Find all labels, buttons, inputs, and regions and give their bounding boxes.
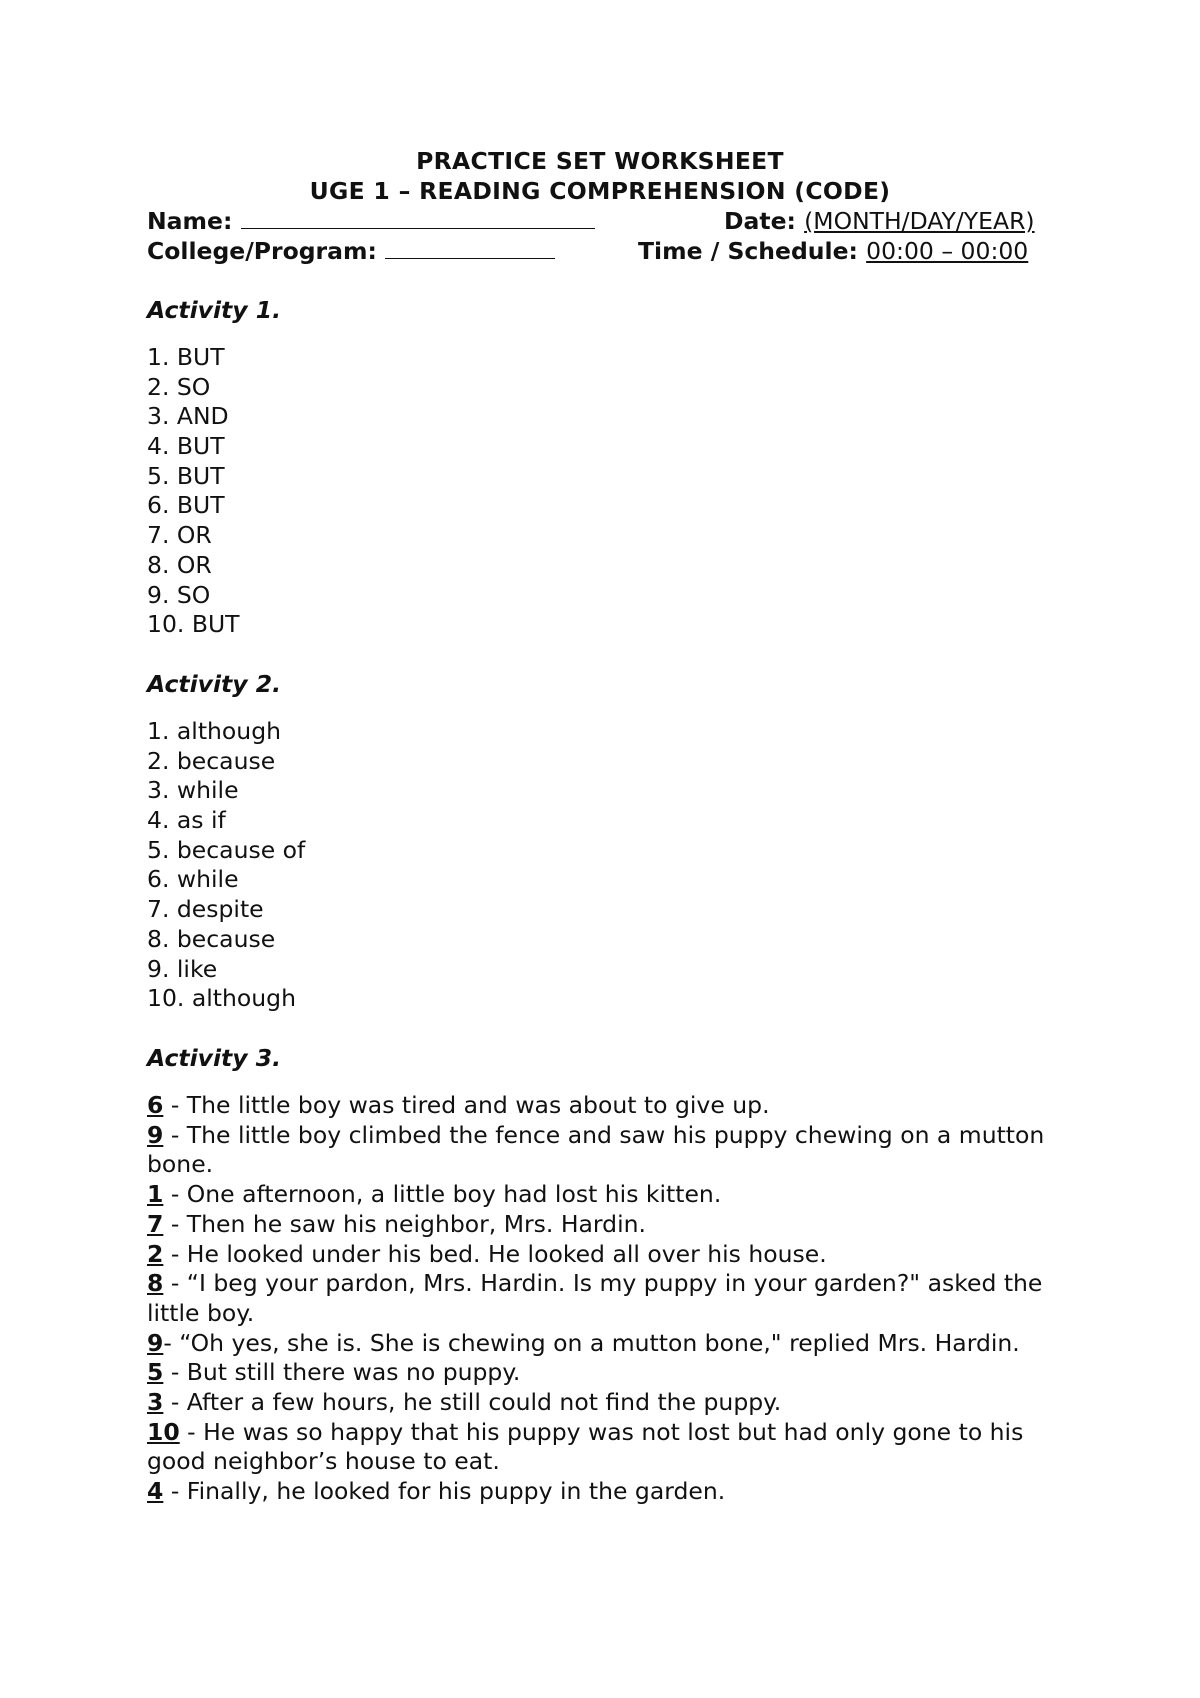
list-item: 10. although	[147, 984, 296, 1013]
date-label: Date:	[724, 207, 796, 235]
sequence-text: - The little boy climbed the fence and saw his puppy chewing on a mutton bone.	[147, 1120, 1045, 1179]
list-item: 7. OR	[147, 521, 212, 550]
name-field	[147, 207, 595, 235]
list-item: 9. like	[147, 954, 218, 983]
name-blank[interactable]	[241, 208, 595, 229]
sequence-text: - Then he saw his neighbor, Mrs. Hardin.	[163, 1209, 646, 1238]
worksheet-title: PRACTICE SET WORKSHEET	[416, 147, 784, 175]
sequence-item	[147, 1269, 1067, 1328]
list-item: 7. despite	[147, 895, 264, 924]
sequence-item	[147, 1240, 1067, 1270]
sequence-item	[147, 1388, 1067, 1418]
list-item: 9. SO	[147, 580, 211, 609]
worksheet-subtitle: UGE 1 – READING COMPREHENSION (CODE)	[309, 177, 891, 205]
list-item: 8. because	[147, 924, 276, 953]
list-item: 1. BUT	[147, 343, 225, 371]
list-item: 3. while	[147, 776, 239, 805]
sequence-number: 10	[147, 1417, 180, 1446]
list-item: 4. BUT	[147, 432, 225, 461]
sequence-text: - Finally, he looked for his puppy in the garden.	[163, 1477, 726, 1506]
sequence-number: 3	[147, 1388, 164, 1417]
list-item: 8. OR	[147, 550, 212, 579]
list-item: 5. BUT	[147, 461, 225, 490]
sequence-number: 5	[147, 1358, 164, 1387]
sequence-item	[147, 1358, 1067, 1388]
list-item: 5. because of	[147, 835, 306, 864]
activity-1-answers	[147, 343, 1067, 640]
list-item: 6. while	[147, 865, 239, 894]
list-item: 3. AND	[147, 402, 229, 431]
sequence-text: - He looked under his bed. He looked all over his house.	[163, 1239, 827, 1268]
sequence-text: - After a few hours, he still could not find the puppy.	[163, 1388, 782, 1417]
activity-3-sequence	[147, 1091, 1067, 1507]
activity-3-section	[147, 1044, 1067, 1507]
activity-2-answers	[147, 717, 1067, 1014]
activity-3-heading: Activity 3.	[147, 1044, 282, 1072]
sequence-text: - “I beg your pardon, Mrs. Hardin. Is my puppy in your garden?" asked the little boy.	[147, 1269, 1043, 1327]
sequence-item	[147, 1180, 1067, 1210]
sequence-item	[147, 1477, 1067, 1507]
list-item: 6. BUT	[147, 491, 225, 520]
sequence-item	[147, 1418, 1067, 1477]
sequence-text: - He was so happy that his puppy was not lost but had only gone to his good neighbor’s house to eat.	[147, 1417, 1024, 1476]
activity-2-heading: Activity 2.	[147, 670, 282, 698]
activity-2-section	[147, 670, 1067, 1014]
sequence-item	[147, 1121, 1067, 1180]
sequence-text: - But still there was no puppy.	[163, 1358, 521, 1387]
list-item: 1. although	[147, 717, 282, 745]
list-item: 2. because	[147, 746, 276, 775]
college-program-blank[interactable]	[385, 238, 555, 259]
sequence-number: 4	[147, 1477, 164, 1506]
time-schedule-label: Time / Schedule:	[638, 237, 858, 265]
sequence-number: 6	[147, 1091, 164, 1119]
activity-1-heading: Activity 1.	[147, 296, 282, 324]
sequence-number: 2	[147, 1239, 164, 1268]
sequence-number: 9	[147, 1328, 164, 1357]
list-item: 4. as if	[147, 806, 226, 835]
list-item: 2. SO	[147, 372, 211, 401]
college-program-field	[147, 237, 555, 265]
activity-1-section	[147, 296, 1067, 640]
name-label: Name:	[147, 207, 233, 235]
college-program-label: College/Program:	[147, 237, 377, 265]
time-schedule-value: 00:00 – 00:00	[866, 237, 1029, 265]
sequence-item	[147, 1210, 1067, 1240]
time-schedule-field	[638, 237, 1028, 265]
sequence-item	[147, 1091, 1067, 1121]
sequence-number: 9	[147, 1120, 164, 1149]
date-field	[724, 207, 1035, 235]
sequence-number: 1	[147, 1180, 164, 1209]
sequence-text: - One afternoon, a little boy had lost his kitten.	[163, 1180, 722, 1209]
list-item: 10. BUT	[147, 610, 240, 639]
date-value: (MONTH/DAY/YEAR)	[804, 207, 1035, 235]
sequence-item	[147, 1329, 1067, 1359]
sequence-text: - “Oh yes, she is. She is chewing on a mutton bone," replied Mrs. Hardin.	[163, 1328, 1020, 1357]
sequence-text: - The little boy was tired and was about to give up.	[163, 1091, 770, 1119]
sequence-number: 7	[147, 1209, 164, 1238]
sequence-number: 8	[147, 1269, 164, 1298]
